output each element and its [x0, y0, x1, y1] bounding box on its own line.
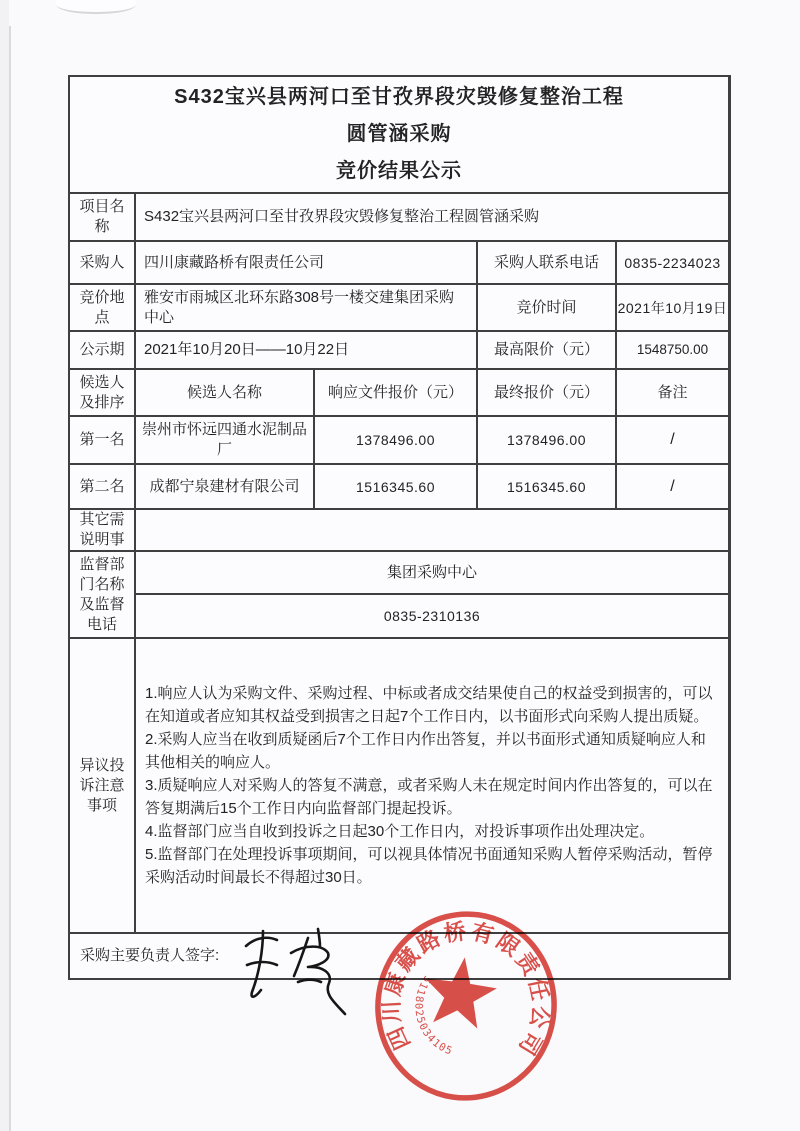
purchaser-value: 四川康藏路桥有限责任公司	[136, 242, 476, 283]
company-seal	[366, 903, 566, 1109]
title-line-1: S432宝兴县两河口至甘孜界段灾毁修复整治工程	[174, 86, 624, 108]
candidates-name-header: 候选人名称	[136, 370, 313, 415]
announcement-table	[68, 75, 731, 980]
candidate-row-rank: 第一名	[70, 417, 134, 463]
signature-label: 采购主要负责人签字:	[80, 947, 220, 964]
bidding-location-label: 竞价地点	[70, 285, 134, 330]
seal-company-text: 四川康藏路桥有限责任公司	[378, 918, 554, 1062]
objection-item-5: 5.监督部门在处理投诉事项期间，可以视具体情况书面通知采购人暂停采购活动，暂停采购活动时间最长不得超过30日。	[145, 846, 713, 886]
candidate-row-doc-price: 1378496.00	[315, 417, 476, 463]
candidate-row-name: 崇州市怀远四通水泥制品厂	[136, 417, 313, 463]
candidates-final-price-header: 最终报价（元）	[478, 370, 615, 415]
objection-item-1: 1.响应人认为采购文件、采购过程、中标或者成交结果使自己的权益受到损害的，可以在知道或者应知其权益受到损害之日起7个工作日内，以书面形式向采购人提出质疑。	[145, 685, 713, 725]
seal-graphic	[366, 903, 566, 1109]
objection-notice-text	[136, 639, 728, 932]
bidding-location-value: 雅安市雨城区北环东路308号一楼交建集团采购中心	[136, 285, 476, 330]
project-name-label: 项目名称	[70, 194, 134, 240]
paper-fold-mark	[56, 0, 136, 14]
candidates-doc-price-header: 响应文件报价（元）	[315, 370, 476, 415]
other-notes-label: 其它需说明事	[70, 510, 134, 550]
candidate-row-final-price: 1378496.00	[478, 417, 615, 463]
candidates-rank-header: 候选人及排序	[70, 370, 134, 415]
candidate-row-rank: 第二名	[70, 465, 134, 508]
objection-item-3: 3.质疑响应人对采购人的答复不满意，或者采购人未在规定时间内作出答复的，可以在答复期满后15个工作日内向监督部门提起投诉。	[145, 777, 713, 817]
seal-star-icon	[419, 952, 500, 1030]
supervision-dept-value: 集团采购中心	[136, 552, 728, 593]
publicity-period-value: 2021年10月20日——10月22日	[136, 332, 476, 368]
candidate-row-remark: /	[617, 417, 728, 463]
candidate-row-final-price: 1516345.60	[478, 465, 615, 508]
objection-item-4: 4.监督部门应当自收到投诉之日起30个工作日内，对投诉事项作出处理决定。	[145, 823, 655, 840]
candidate-row-name: 成都宁泉建材有限公司	[136, 465, 313, 508]
title-line-2: 圆管涵采购	[346, 123, 452, 145]
purchaser-phone-label: 采购人联系电话	[478, 242, 615, 283]
project-name-value: S432宝兴县两河口至甘孜界段灾毁修复整治工程圆管涵采购	[136, 194, 728, 240]
candidates-remark-header: 备注	[617, 370, 728, 415]
objection-item-2: 2.采购人应当在收到质疑函后7个工作日内作出答复，并以书面形式通知质疑响应人和其他相关的响应人。	[145, 731, 706, 771]
other-notes-value	[136, 510, 728, 550]
bidding-time-label: 竞价时间	[478, 285, 615, 330]
supervision-phone-value: 0835-2310136	[136, 595, 728, 637]
max-price-value: 1548750.00	[617, 332, 728, 368]
title-line-3: 竞价结果公示	[336, 160, 462, 182]
seal-serial-number: 5118025034105	[412, 973, 455, 1058]
signature-handwriting	[228, 922, 368, 1022]
max-price-label: 最高限价（元）	[478, 332, 615, 368]
scan-left-margin	[0, 0, 9, 1131]
purchaser-phone-value: 0835-2234023	[617, 242, 728, 283]
supervision-label: 监督部门名称及监督电话	[70, 552, 134, 637]
objection-notice-label: 异议投诉注意事项	[70, 639, 134, 932]
publicity-period-label: 公示期	[70, 332, 134, 368]
paper-left-edge	[9, 26, 11, 1131]
document-title	[70, 77, 728, 192]
purchaser-label: 采购人	[70, 242, 134, 283]
bidding-time-value: 2021年10月19日	[617, 285, 728, 330]
candidate-row-doc-price: 1516345.60	[315, 465, 476, 508]
candidate-row-remark: /	[617, 465, 728, 508]
